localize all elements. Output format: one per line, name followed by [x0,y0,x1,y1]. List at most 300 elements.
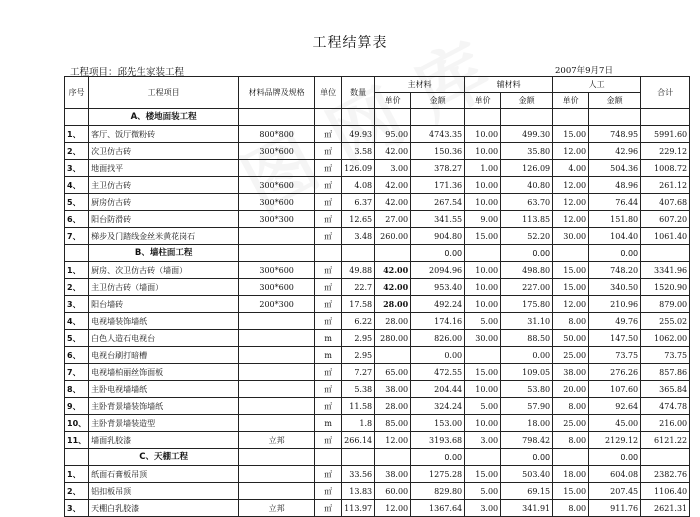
row-aux-amount: 52.20 [501,228,553,245]
table-row [65,483,690,500]
row-item-name: 天棚白乳胶漆 [89,500,239,517]
row-spec [239,347,315,364]
row-labor-amount: 76.44 [589,194,641,211]
row-total: 1062.00 [641,330,690,347]
table-row [65,279,690,296]
row-labor-amount: 104.40 [589,228,641,245]
row-total: 1106.40 [641,483,690,500]
row-aux-amount: 113.85 [501,211,553,228]
table-row [65,330,690,347]
row-aux-amount: 109.05 [501,364,553,381]
row-aux-unit-price: 5.00 [465,313,501,330]
row-labor-amount: 748.95 [589,126,641,143]
section-blank [315,109,342,126]
row-unit: ㎡ [315,381,342,398]
section-blank [465,109,501,126]
row-labor-unit-price: 12.00 [553,211,589,228]
header-labor-unit-price: 单价 [553,93,589,109]
row-main-amount: 1275.28 [411,466,465,483]
row-unit: m [315,330,342,347]
section-main-subtotal: 0.00 [411,449,465,466]
row-spec: 立邦 [239,432,315,449]
row-total: 1520.90 [641,279,690,296]
row-total: 1061.40 [641,228,690,245]
section-blank [465,245,501,262]
row-item-name: 主卫仿古砖 [89,177,239,194]
row-total: 216.00 [641,415,690,432]
row-labor-amount: 504.36 [589,160,641,177]
row-index: 1、 [65,262,89,279]
row-unit: ㎡ [315,177,342,194]
row-main-unit-price: 42.00 [375,262,411,279]
row-item-name: 阳台防滑砖 [89,211,239,228]
section-blank [375,449,411,466]
row-spec [239,415,315,432]
row-aux-amount: 88.50 [501,330,553,347]
row-spec: 300*600 [239,262,315,279]
section-blank [375,109,411,126]
row-unit: ㎡ [315,126,342,143]
row-qty: 6.22 [342,313,375,330]
row-main-amount: 204.44 [411,381,465,398]
row-main-amount: 953.40 [411,279,465,296]
row-qty: 2.95 [342,347,375,364]
row-labor-unit-price: 38.00 [553,364,589,381]
header-brand: 材料品牌及规格 [239,77,315,109]
header-aux-material: 辅材料 [465,77,553,93]
row-main-amount: 826.00 [411,330,465,347]
row-main-unit-price: 42.00 [375,279,411,296]
row-labor-unit-price: 20.00 [553,381,589,398]
section-blank [315,449,342,466]
row-main-unit-price [375,347,411,364]
row-spec: 300*600 [239,194,315,211]
row-total: 879.00 [641,296,690,313]
row-unit: ㎡ [315,194,342,211]
row-spec [239,330,315,347]
row-qty: 3.48 [342,228,375,245]
row-main-unit-price: 260.00 [375,228,411,245]
header-labor-amount: 金额 [589,93,641,109]
table-row [65,381,690,398]
row-item-name: 电视墙柏丽丝饰面板 [89,364,239,381]
section-main-subtotal [411,109,465,126]
row-labor-unit-price: 4.00 [553,160,589,177]
row-item-name: 客厅、饭厅微粉砖 [89,126,239,143]
row-main-amount: 150.36 [411,143,465,160]
header-aux-unit-price: 单价 [465,93,501,109]
row-unit: m [315,347,342,364]
table-body [65,109,690,517]
row-aux-unit-price: 3.00 [465,432,501,449]
row-spec [239,313,315,330]
table-row [65,177,690,194]
table-row [65,500,690,517]
section-aux-subtotal: 0.00 [501,245,553,262]
row-item-name: 主卫仿古砖（墙面） [89,279,239,296]
row-qty: 1.8 [342,415,375,432]
row-item-name: 地面找平 [89,160,239,177]
row-aux-amount: 53.80 [501,381,553,398]
row-labor-unit-price: 50.00 [553,330,589,347]
row-main-unit-price: 42.00 [375,143,411,160]
row-labor-amount: 73.75 [589,347,641,364]
row-main-unit-price: 27.00 [375,211,411,228]
table-row [65,415,690,432]
table-row [65,211,690,228]
row-item-name: 厨房仿古砖 [89,194,239,211]
row-aux-amount: 227.00 [501,279,553,296]
row-main-amount: 2094.96 [411,262,465,279]
section-blank [342,245,375,262]
row-main-amount: 829.80 [411,483,465,500]
section-aux-subtotal: 0.00 [501,449,553,466]
header-labor: 人工 [553,77,641,93]
row-unit: ㎡ [315,296,342,313]
row-aux-amount: 341.91 [501,500,553,517]
row-main-unit-price: 28.00 [375,313,411,330]
date-label: 2007年9月7日 [555,66,613,76]
row-total: 365.84 [641,381,690,398]
header-main-amount: 金额 [411,93,465,109]
section-blank [641,109,690,126]
row-aux-unit-price: 10.00 [465,262,501,279]
row-labor-amount: 45.00 [589,415,641,432]
row-total: 474.78 [641,398,690,415]
row-item-name: 次卫仿古砖 [89,143,239,160]
section-blank [342,109,375,126]
row-total: 73.75 [641,347,690,364]
table-row [65,364,690,381]
page-title: 工程结算表 [312,35,388,51]
settlement-table [64,76,690,517]
row-main-unit-price: 3.00 [375,160,411,177]
row-aux-amount: 69.15 [501,483,553,500]
row-labor-amount: 48.96 [589,177,641,194]
section-aux-subtotal [501,109,553,126]
row-total: 6121.22 [641,432,690,449]
section-name: C、天棚工程 [89,449,239,466]
section-blank [239,245,315,262]
row-qty: 113.97 [342,500,375,517]
table-row [65,143,690,160]
row-qty: 6.37 [342,194,375,211]
row-total: 607.20 [641,211,690,228]
row-index: 5、 [65,194,89,211]
row-aux-unit-price: 5.00 [465,398,501,415]
section-labor-subtotal: 0.00 [589,449,641,466]
section-index-blank [65,245,89,262]
section-blank [553,245,589,262]
row-unit: m [315,415,342,432]
row-aux-amount: 31.10 [501,313,553,330]
table-row [65,466,690,483]
row-labor-unit-price: 15.00 [553,483,589,500]
section-blank [239,449,315,466]
row-aux-amount: 498.80 [501,262,553,279]
row-aux-amount: 503.40 [501,466,553,483]
row-aux-unit-price: 5.00 [465,483,501,500]
section-blank [553,449,589,466]
row-unit: ㎡ [315,262,342,279]
project-label: 工程项目：邱先生家装工程 [70,67,185,78]
row-main-unit-price: 42.00 [375,194,411,211]
row-aux-amount: 57.90 [501,398,553,415]
row-main-amount: 174.16 [411,313,465,330]
row-spec: 800*800 [239,126,315,143]
row-unit: ㎡ [315,228,342,245]
row-index: 3、 [65,500,89,517]
row-aux-unit-price: 10.00 [465,381,501,398]
table-row [65,347,690,364]
section-labor-subtotal: 0.00 [589,245,641,262]
row-index: 11、 [65,432,89,449]
row-main-amount: 324.24 [411,398,465,415]
row-total: 407.68 [641,194,690,211]
section-blank [641,245,690,262]
row-total: 229.12 [641,143,690,160]
row-unit: ㎡ [315,483,342,500]
table-row [65,313,690,330]
row-spec: 200*300 [239,296,315,313]
row-main-amount: 904.80 [411,228,465,245]
header-index: 序号 [65,77,89,109]
table-row [65,398,690,415]
row-spec [239,466,315,483]
row-aux-amount: 40.80 [501,177,553,194]
row-main-unit-price: 12.00 [375,500,411,517]
row-aux-unit-price: 9.00 [465,211,501,228]
row-index: 8、 [65,381,89,398]
row-index: 5、 [65,330,89,347]
row-qty: 4.08 [342,177,375,194]
row-index: 7、 [65,364,89,381]
row-item-name: 主卧背景墙装饰墙纸 [89,398,239,415]
section-labor-subtotal [589,109,641,126]
header-total: 合计 [641,77,690,109]
section-blank [315,245,342,262]
row-index: 9、 [65,398,89,415]
header-row-top [65,77,690,93]
row-total: 1008.72 [641,160,690,177]
row-index: 4、 [65,177,89,194]
row-unit: ㎡ [315,398,342,415]
row-total: 255.02 [641,313,690,330]
row-total: 5991.60 [641,126,690,143]
row-unit: ㎡ [315,500,342,517]
row-spec [239,398,315,415]
row-spec [239,228,315,245]
row-aux-amount: 499.30 [501,126,553,143]
row-main-amount: 472.55 [411,364,465,381]
row-spec [239,160,315,177]
row-main-unit-price: 42.00 [375,177,411,194]
row-labor-amount: 107.60 [589,381,641,398]
row-main-amount: 4743.35 [411,126,465,143]
row-qty: 126.09 [342,160,375,177]
row-qty: 17.58 [342,296,375,313]
header-qty: 数量 [342,77,375,109]
row-qty: 3.58 [342,143,375,160]
row-labor-amount: 748.20 [589,262,641,279]
row-main-unit-price: 65.00 [375,364,411,381]
row-aux-amount: 35.80 [501,143,553,160]
row-labor-amount: 49.76 [589,313,641,330]
row-main-amount: 1367.64 [411,500,465,517]
row-labor-unit-price: 12.00 [553,177,589,194]
row-labor-unit-price: 12.00 [553,194,589,211]
header-item: 工程项目 [89,77,239,109]
row-qty: 11.58 [342,398,375,415]
row-spec: 300*600 [239,177,315,194]
row-qty: 12.65 [342,211,375,228]
row-qty: 49.93 [342,126,375,143]
row-index: 3、 [65,160,89,177]
row-labor-amount: 147.50 [589,330,641,347]
row-qty: 13.83 [342,483,375,500]
row-index: 6、 [65,211,89,228]
row-qty: 5.38 [342,381,375,398]
row-aux-unit-price: 15.00 [465,228,501,245]
row-index: 6、 [65,347,89,364]
section-blank [641,449,690,466]
table-row [65,160,690,177]
row-total: 261.12 [641,177,690,194]
row-item-name: 电视墙装饰墙纸 [89,313,239,330]
row-unit: ㎡ [315,160,342,177]
row-main-unit-price: 85.00 [375,415,411,432]
row-labor-unit-price: 15.00 [553,262,589,279]
row-main-unit-price: 28.00 [375,296,411,313]
row-qty: 33.56 [342,466,375,483]
row-unit: ㎡ [315,313,342,330]
row-labor-amount: 151.80 [589,211,641,228]
row-aux-unit-price: 10.00 [465,126,501,143]
row-item-name: 墙面乳胶漆 [89,432,239,449]
row-total: 3341.96 [641,262,690,279]
row-aux-amount: 18.00 [501,415,553,432]
row-main-amount: 341.55 [411,211,465,228]
row-unit: ㎡ [315,432,342,449]
row-total: 2621.31 [641,500,690,517]
row-aux-amount: 0.00 [501,347,553,364]
row-aux-unit-price: 15.00 [465,466,501,483]
section-index-blank [65,449,89,466]
row-qty: 7.27 [342,364,375,381]
row-main-unit-price: 38.00 [375,466,411,483]
row-aux-unit-price: 30.00 [465,330,501,347]
row-labor-unit-price: 12.00 [553,143,589,160]
row-main-unit-price: 12.00 [375,432,411,449]
row-spec [239,364,315,381]
row-main-amount: 378.27 [411,160,465,177]
row-unit: ㎡ [315,143,342,160]
header-main-unit-price: 单价 [375,93,411,109]
row-main-amount: 0.00 [411,347,465,364]
row-labor-unit-price: 8.00 [553,432,589,449]
section-blank [553,109,589,126]
section-header-row [65,449,690,466]
row-aux-unit-price: 10.00 [465,279,501,296]
row-spec: 立邦 [239,500,315,517]
row-main-unit-price: 28.00 [375,398,411,415]
row-index: 10、 [65,415,89,432]
section-index-blank [65,109,89,126]
row-item-name: 主卧电视墙墙纸 [89,381,239,398]
row-index: 3、 [65,296,89,313]
row-aux-amount: 175.80 [501,296,553,313]
row-main-amount: 267.54 [411,194,465,211]
row-index: 7、 [65,228,89,245]
row-aux-unit-price: 10.00 [465,296,501,313]
table-row [65,296,690,313]
row-item-name: 阳台墙砖 [89,296,239,313]
row-aux-unit-price: 1.00 [465,160,501,177]
header-main-material: 主材料 [375,77,465,93]
row-labor-unit-price: 30.00 [553,228,589,245]
row-qty: 49.88 [342,262,375,279]
row-labor-unit-price: 25.00 [553,415,589,432]
row-labor-amount: 276.26 [589,364,641,381]
table-row [65,228,690,245]
row-labor-amount: 604.08 [589,466,641,483]
settlement-table-wrap [64,76,690,517]
row-total: 857.86 [641,364,690,381]
table-row [65,432,690,449]
row-qty: 22.7 [342,279,375,296]
row-main-amount: 492.24 [411,296,465,313]
row-labor-amount: 42.96 [589,143,641,160]
row-spec: 300*600 [239,279,315,296]
row-spec: 300*600 [239,143,315,160]
row-labor-unit-price: 15.00 [553,279,589,296]
row-index: 1、 [65,126,89,143]
row-main-unit-price: 60.00 [375,483,411,500]
section-name: B、墙柱面工程 [89,245,239,262]
row-aux-unit-price: 15.00 [465,364,501,381]
row-item-name: 梯步及门踏线金丝米黄花岗石 [89,228,239,245]
row-item-name: 厨房、次卫仿古砖（墙面） [89,262,239,279]
row-labor-unit-price: 8.00 [553,500,589,517]
row-spec [239,483,315,500]
row-item-name: 主卧背景墙装造型 [89,415,239,432]
section-blank [375,245,411,262]
table-row [65,194,690,211]
row-total: 2382.76 [641,466,690,483]
row-aux-unit-price: 10.00 [465,143,501,160]
row-spec: 300*300 [239,211,315,228]
row-aux-amount: 63.70 [501,194,553,211]
row-spec [239,381,315,398]
row-aux-amount: 798.42 [501,432,553,449]
row-labor-unit-price: 8.00 [553,313,589,330]
section-main-subtotal: 0.00 [411,245,465,262]
row-qty: 266.14 [342,432,375,449]
section-blank [465,449,501,466]
table-row [65,126,690,143]
row-unit: ㎡ [315,211,342,228]
section-header-row [65,245,690,262]
row-item-name: 电视台刷打暗槽 [89,347,239,364]
row-index: 1、 [65,466,89,483]
row-index: 4、 [65,313,89,330]
row-labor-amount: 207.45 [589,483,641,500]
row-labor-unit-price: 25.00 [553,347,589,364]
row-main-unit-price: 280.00 [375,330,411,347]
row-labor-unit-price: 12.00 [553,296,589,313]
row-main-amount: 171.36 [411,177,465,194]
row-qty: 2.95 [342,330,375,347]
